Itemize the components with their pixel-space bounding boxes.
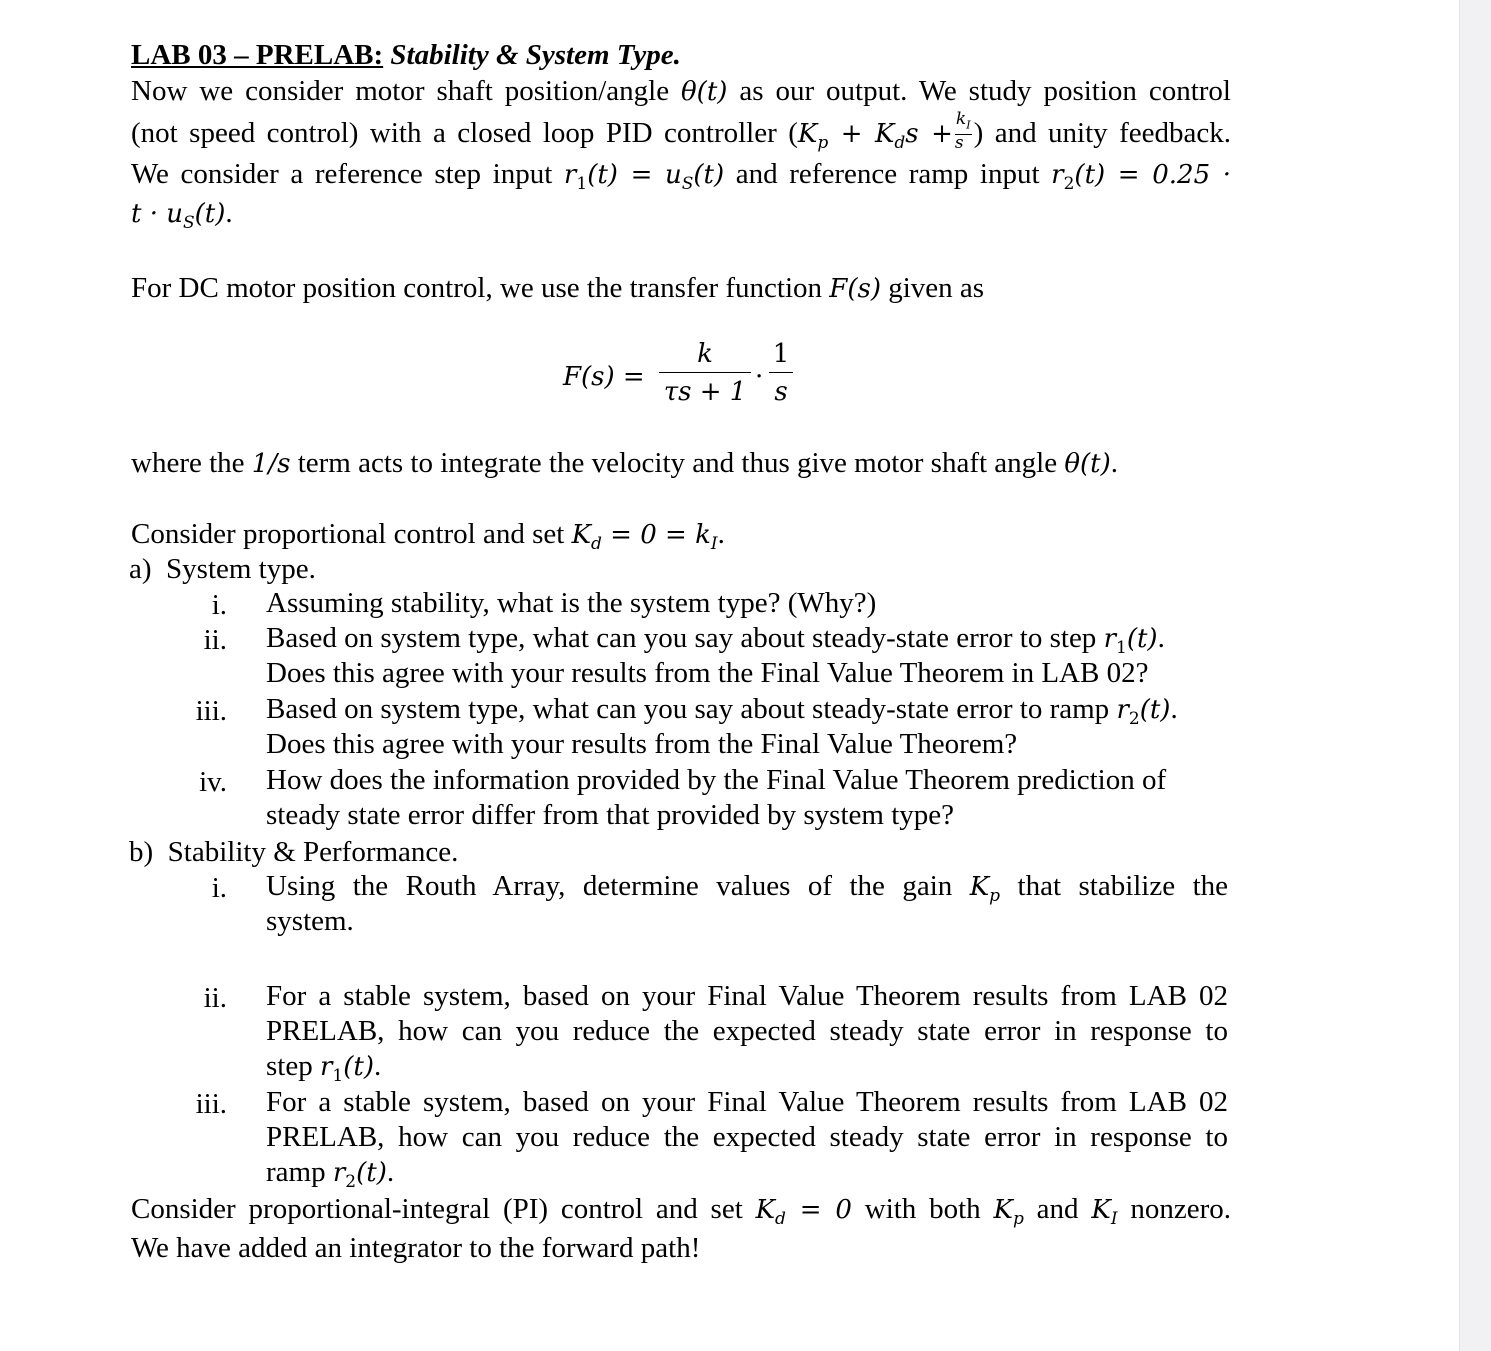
item-number: ii.: [203, 624, 227, 656]
text: We consider a reference step input: [131, 158, 564, 190]
intro-line-1: [131, 72, 1231, 111]
item-text: [266, 763, 1228, 833]
denominator-1: τs + 1: [663, 377, 747, 407]
text: given as: [880, 272, 985, 304]
section-heading: System type.: [166, 553, 316, 585]
text: and reference ramp input: [724, 158, 1052, 190]
text: term acts to integrate the velocity and thus give motor shaft angle: [290, 447, 1065, 479]
item-line: Based on system type, what can you say about steady-state error to step $r_1(t)$.: [266, 622, 1165, 658]
section-a-heading: [129, 550, 316, 588]
item-text: [266, 586, 1228, 621]
pi-line-2: We have added an integrator to the forward path!: [131, 1232, 701, 1264]
item-line: ramp $r_2(t)$.: [266, 1156, 395, 1192]
item-line: steady state error differ from that provided by system type?: [266, 799, 954, 831]
title-main: LAB 03 – PRELAB:: [131, 39, 384, 71]
item-text: [266, 869, 1228, 939]
equation-lhs: F(s) =: [563, 362, 645, 392]
pi-line-1: [131, 1190, 1231, 1229]
text: Now we consider motor shaft position/angle: [131, 75, 682, 107]
item-text: [266, 692, 1228, 762]
ki-symbol: $K_I$: [1091, 1195, 1118, 1229]
item-line: Does this agree with your results from the Final Value Theorem?: [266, 728, 1018, 760]
denominator-2: s: [774, 377, 788, 407]
intro-line-2: [131, 111, 1231, 155]
text: Consider proportional-integral (PI) control and set: [131, 1193, 756, 1225]
text: .: [717, 518, 725, 550]
vertical-scrollbar[interactable]: [1459, 0, 1491, 1351]
text: as our output. We study position control: [727, 75, 1231, 107]
item-text: [266, 979, 1228, 1084]
theta-expression: θ(t): [681, 77, 728, 107]
r2-definition-a: $r_2(t) = 0.25$ ·: [1051, 160, 1232, 194]
section-label: a): [129, 553, 152, 585]
item-line: Does this agree with your results from the Final Value Theorem in LAB 02?: [266, 657, 1149, 689]
pi-control-paragraph: [131, 1190, 1231, 1267]
text: (not speed control) with a closed loop PID controller (: [131, 117, 798, 149]
kp-symbol: $K_p$: [993, 1195, 1024, 1229]
text: where the: [131, 447, 252, 479]
pid-expression: $K_p + K_ds$ +: [797, 119, 953, 153]
proportional-control-line: [131, 515, 725, 554]
text: For DC motor position control, we use the transfer function: [131, 272, 830, 304]
item-number: ii.: [203, 982, 227, 1014]
title-sub: Stability & System Type.: [390, 39, 681, 71]
item-line: For a stable system, based on your Final Value Theorem results from LAB 02: [266, 980, 1228, 1012]
transfer-function-equation: [563, 336, 863, 416]
item-line: step $r_1(t)$.: [266, 1050, 382, 1086]
section-label: b): [129, 836, 154, 868]
item-number: i.: [211, 872, 227, 904]
r2-definition-b: $t \cdot u_S(t)$: [131, 199, 226, 233]
item-text: [266, 621, 1228, 691]
section-b-heading: [129, 833, 458, 871]
kd-zero-ki: $K_d = 0 = k_I$: [571, 520, 718, 554]
text: .: [1110, 447, 1118, 479]
where-line: [131, 444, 1118, 483]
kd-zero: $K_d = 0$: [755, 1195, 852, 1229]
numerator-1: k: [659, 336, 751, 373]
text: .: [225, 197, 233, 229]
item-line: Assuming stability, what is the system type? (Why?): [266, 587, 877, 619]
item-line: Using the Routh Array, determine values of the gain $K_p$ that stabilize the: [266, 870, 1228, 906]
one-over-s: 1/s: [251, 449, 291, 479]
tf-intro: [131, 269, 984, 308]
theta-expression: θ(t): [1064, 449, 1111, 479]
item-number: iv.: [199, 766, 227, 798]
item-line: PRELAB, how can you reduce the expected steady state error in response to: [266, 1015, 1228, 1047]
text: Consider proportional control and set: [131, 518, 572, 550]
item-line: How does the information provided by the Final Value Theorem prediction of: [266, 764, 1167, 796]
item-number: i.: [211, 589, 227, 621]
r1-definition: $r_1(t) = u_S(t)$: [563, 160, 725, 194]
item-line: For a stable system, based on your Final Value Theorem results from LAB 02: [266, 1086, 1228, 1118]
page-title: [131, 38, 1231, 72]
intro-line-4: [131, 194, 1231, 233]
text: nonzero.: [1117, 1193, 1232, 1225]
item-text: [266, 1085, 1228, 1190]
intro-paragraph: [131, 38, 1231, 233]
item-line: PRELAB, how can you reduce the expected steady state error in response to: [266, 1121, 1228, 1153]
F-of-s: F(s): [829, 274, 881, 304]
text: and: [1023, 1193, 1092, 1225]
text: with both: [851, 1193, 994, 1225]
text: ) and unity feedback.: [973, 117, 1231, 149]
fraction-1: [659, 336, 751, 409]
item-line: Based on system type, what can you say about steady-state error to ramp $r_2(t)$.: [266, 693, 1178, 729]
item-line: system.: [266, 905, 354, 937]
numerator-2: 1: [769, 336, 793, 373]
section-heading: Stability & Performance.: [167, 836, 459, 868]
item-number: iii.: [195, 695, 227, 727]
intro-line-3: [131, 155, 1231, 194]
fraction-2: [769, 336, 793, 409]
ki-over-s-fraction: $\frac{k_I}{s}$: [954, 109, 971, 153]
item-number: iii.: [195, 1088, 227, 1120]
multiply-dot: ·: [755, 362, 764, 392]
